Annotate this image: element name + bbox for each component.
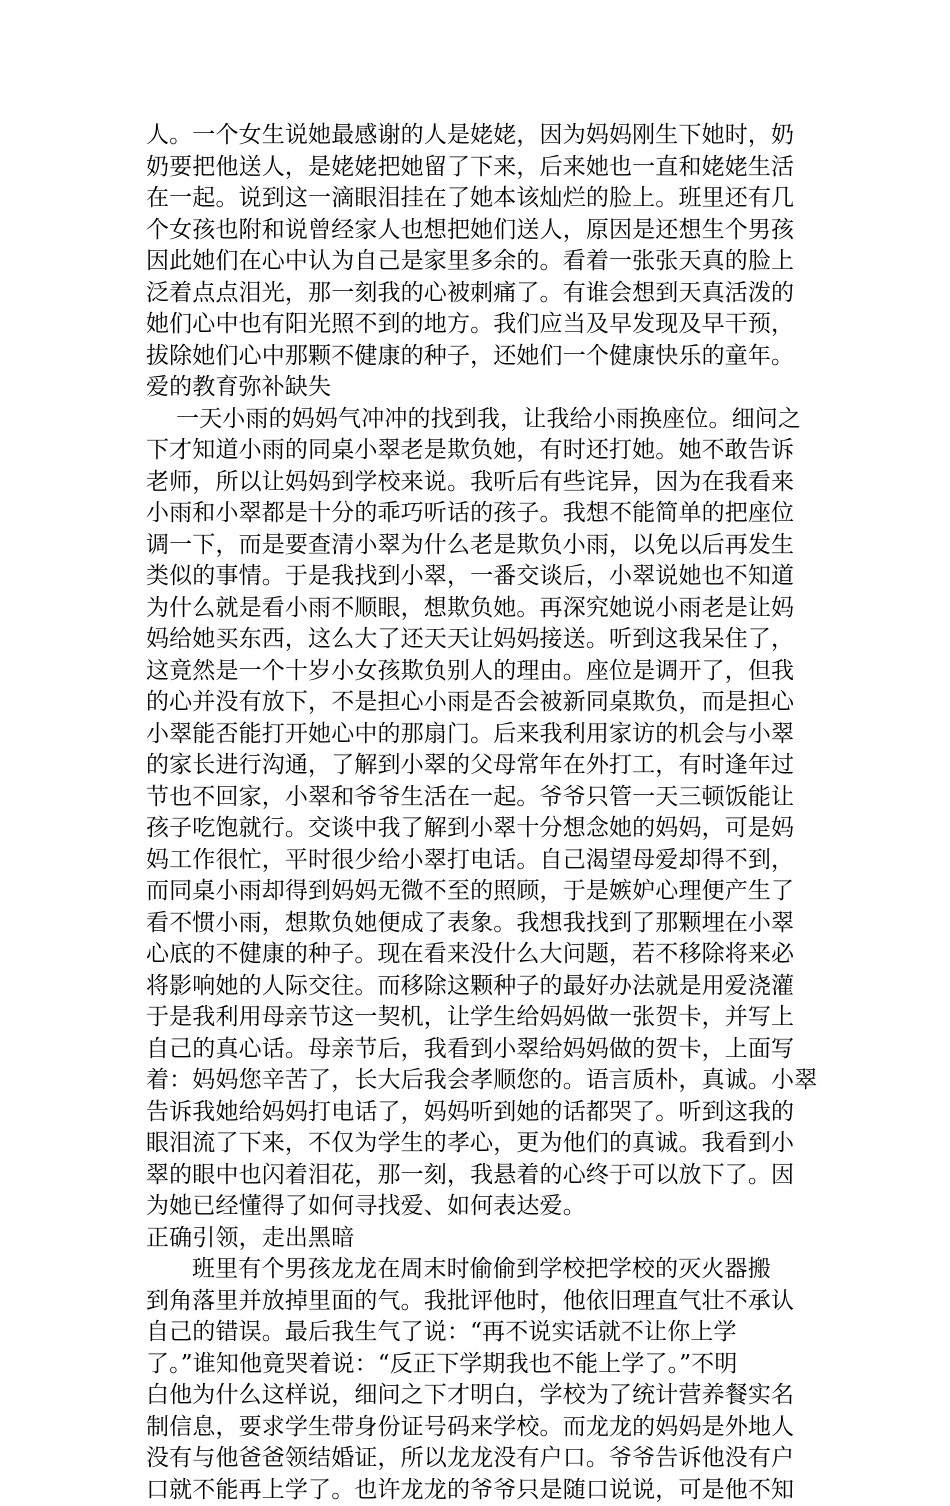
paragraph-line: 制信息，要求学生带身份证号码来学校。而龙龙的妈妈是外地人 xyxy=(146,1412,806,1444)
paragraph-line: 人。一个女生说她最感谢的人是姥姥，因为妈妈刚生下她时，奶 xyxy=(146,120,806,152)
paragraph-line: 的家长进行沟通，了解到小翠的父母常年在外打工，有时逢年过 xyxy=(146,750,806,782)
paragraph-line: 翠的眼中也闪着泪花，那一刻，我悬着的心终于可以放下了。因 xyxy=(146,1160,806,1192)
paragraph-line: 一天小雨的妈妈气冲冲的找到我，让我给小雨换座位。细问之 xyxy=(146,404,806,436)
paragraph-line: 于是我利用母亲节这一契机，让学生给妈妈做一张贺卡，并写上 xyxy=(146,1002,806,1034)
paragraph-line: 泛着点点泪光，那一刻我的心被刺痛了。有谁会想到天真活泼的 xyxy=(146,278,806,310)
paragraph-line: 看不惯小雨，想欺负她便成了表象。我想我找到了那颗埋在小翠 xyxy=(146,908,806,940)
paragraph-line: 为她已经懂得了如何寻找爱、如何表达爱。 xyxy=(146,1191,806,1223)
paragraph-line: 白他为什么这样说，细问之下才明白，学校为了统计营养餐实名 xyxy=(146,1380,806,1412)
section-heading: 正确引领，走出黑暗 xyxy=(146,1223,806,1255)
paragraph-line: 而同桌小雨却得到妈妈无微不至的照顾，于是嫉妒心理便产生了 xyxy=(146,876,806,908)
paragraph-line: 自己的真心话。母亲节后，我看到小翠给妈妈做的贺卡，上面写 xyxy=(146,1034,806,1066)
paragraph-line: 心底的不健康的种子。现在看来没什么大问题，若不移除将来必 xyxy=(146,939,806,971)
paragraph-line: 的心并没有放下，不是担心小雨是否会被新同桌欺负，而是担心 xyxy=(146,687,806,719)
paragraph-line: 班里有个男孩龙龙在周末时偷偷到学校把学校的灭火器搬 xyxy=(146,1254,806,1286)
paragraph-line: 没有与他爸爸领结婚证，所以龙龙没有户口。爷爷告诉他没有户 xyxy=(146,1443,806,1475)
paragraph-line: 着：妈妈您辛苦了，长大后我会孝顺您的。语言质朴，真诚。小翠 xyxy=(146,1065,806,1097)
paragraph-line: 奶要把他送人，是姥姥把她留了下来，后来她也一直和姥姥生活 xyxy=(146,152,806,184)
paragraph-line: 眼泪流了下来，不仅为学生的孝心，更为他们的真诚。我看到小 xyxy=(146,1128,806,1160)
paragraph-line: 她们心中也有阳光照不到的地方。我们应当及早发现及早干预， xyxy=(146,309,806,341)
paragraph-line: 小雨和小翠都是十分的乖巧听话的孩子。我想不能简单的把座位 xyxy=(146,498,806,530)
paragraph-line: 小翠能否能打开她心中的那扇门。后来我利用家访的机会与小翠 xyxy=(146,719,806,751)
paragraph-line: 了。”谁知他竟哭着说：“反正下学期我也不能上学了。”不明 xyxy=(146,1349,806,1381)
paragraph-line: 类似的事情。于是我找到小翠，一番交谈后，小翠说她也不知道 xyxy=(146,561,806,593)
paragraph-line: 妈给她买东西，这么大了还天天让妈妈接送。听到这我呆住了， xyxy=(146,624,806,656)
paragraph-line: 将影响她的人际交往。而移除这颗种子的最好办法就是用爱浇灌 xyxy=(146,971,806,1003)
paragraph-line: 这竟然是一个十岁小女孩欺负别人的理由。座位是调开了，但我 xyxy=(146,656,806,688)
paragraph-line: 拔除她们心中那颗不健康的种子，还她们一个健康快乐的童年。 xyxy=(146,341,806,373)
paragraph-line: 为什么就是看小雨不顺眼，想欺负她。再深究她说小雨老是让妈 xyxy=(146,593,806,625)
section-heading: 爱的教育弥补缺失 xyxy=(146,372,806,404)
paragraph-line: 在一起。说到这一滴眼泪挂在了她本该灿烂的脸上。班里还有几 xyxy=(146,183,806,215)
paragraph-line: 自己的错误。最后我生气了说：“再不说实话就不让你上学 xyxy=(146,1317,806,1349)
paragraph-line: 到角落里并放掉里面的气。我批评他时，他依旧理直气壮不承认 xyxy=(146,1286,806,1318)
paragraph-line: 告诉我她给妈妈打电话了，妈妈听到她的话都哭了。听到这我的 xyxy=(146,1097,806,1129)
paragraph-line: 因此她们在心中认为自己是家里多余的。看着一张张天真的脸上 xyxy=(146,246,806,278)
paragraph-line: 调一下，而是要查清小翠为什么老是欺负小雨，以免以后再发生 xyxy=(146,530,806,562)
paragraph-line: 节也不回家，小翠和爷爷生活在一起。爷爷只管一天三顿饭能让 xyxy=(146,782,806,814)
paragraph-line: 口就不能再上学了。也许龙龙的爷爷只是随口说说，可是他不知 xyxy=(146,1475,806,1506)
paragraph-line: 孩子吃饱就行。交谈中我了解到小翠十分想念她的妈妈，可是妈 xyxy=(146,813,806,845)
document-page xyxy=(146,120,806,1506)
paragraph-line: 老师，所以让妈妈到学校来说。我听后有些诧异，因为在我看来 xyxy=(146,467,806,499)
paragraph-line: 下才知道小雨的同桌小翠老是欺负她，有时还打她。她不敢告诉 xyxy=(146,435,806,467)
paragraph-line: 妈工作很忙，平时很少给小翠打电话。自己渴望母爱却得不到， xyxy=(146,845,806,877)
paragraph-line: 个女孩也附和说曾经家人也想把她们送人，原因是还想生个男孩 xyxy=(146,215,806,247)
